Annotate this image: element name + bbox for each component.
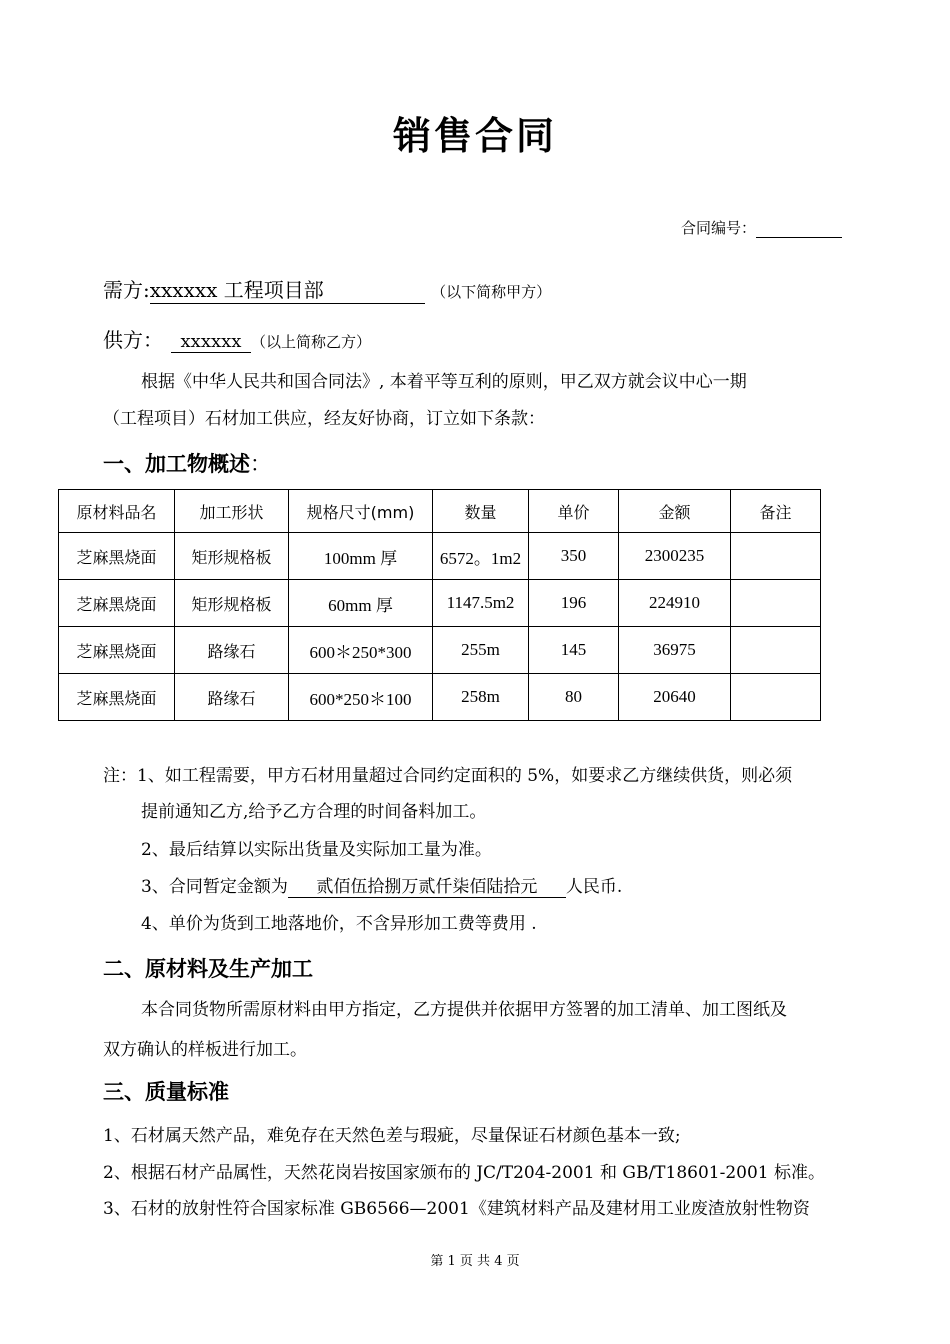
- note-2: 2、最后结算以实际出货量及实际加工量为准。: [141, 840, 492, 860]
- note-1-line-2: 提前通知乙方,给予乙方合理的时间备料加工。: [141, 802, 487, 822]
- section-1-heading: [103, 448, 271, 478]
- note-4: 4、单价为货到工地落地价，不含异形加工费等费用 .: [141, 914, 537, 934]
- header-cell: 加工形状: [175, 490, 289, 533]
- seller-note: （以上简称乙方）: [251, 333, 372, 351]
- section-1-colon: ：: [250, 452, 271, 476]
- cell-material: 芝麻黑烧面: [59, 580, 175, 627]
- cell-unit-price: 80: [529, 674, 619, 721]
- header-cell: 原材料品名: [59, 490, 175, 533]
- cell-shape: 矩形规格板: [175, 580, 289, 627]
- note-3: [141, 877, 622, 898]
- items-table: [58, 489, 821, 721]
- page-title: 销售合同: [392, 114, 557, 158]
- page-footer: 第 1 页 共 4 页: [430, 1254, 520, 1269]
- header-cell: 数量: [433, 490, 529, 533]
- header-cell: 单价: [529, 490, 619, 533]
- cell-spec: 60mm 厚: [289, 580, 433, 627]
- section-2-line-2: 双方确认的样板进行加工。: [103, 1040, 307, 1060]
- table-row: [59, 627, 821, 674]
- quality-item-2: 2、根据石材产品属性，天然花岗岩按国家颁布的 JC/T204-2001 和 GB/T18601-2001 标准。: [103, 1163, 826, 1183]
- table-row: [59, 533, 821, 580]
- cell-shape: 矩形规格板: [175, 533, 289, 580]
- section-2-line-1: 本合同货物所需原材料由甲方指定，乙方提供并依据甲方签署的加工清单、加工图纸及: [141, 1000, 787, 1020]
- cell-quantity: 6572。1m2: [433, 533, 529, 580]
- intro-line-1: 根据《中华人民共和国合同法》, 本着平等互利的原则，甲乙双方就会议中心一期: [141, 372, 747, 392]
- buyer-row: [103, 274, 551, 304]
- cell-amount: 2300235: [619, 533, 731, 580]
- cell-quantity: 1147.5m2: [433, 580, 529, 627]
- note-3-suffix: 人民币.: [565, 877, 623, 897]
- cell-unit-price: 145: [529, 627, 619, 674]
- table-header-row: [59, 490, 821, 533]
- table-row: [59, 674, 821, 721]
- cell-unit-price: 196: [529, 580, 619, 627]
- cell-material: 芝麻黑烧面: [59, 674, 175, 721]
- cell-spec: 600＊250*300: [289, 627, 433, 674]
- table-row: [59, 580, 821, 627]
- cell-spec: 100mm 厚: [289, 533, 433, 580]
- note-1-line-1: 注：1、如工程需要，甲方石材用量超过合同约定面积的 5%，如要求乙方继续供货，则必须: [103, 766, 793, 786]
- cell-shape: 路缘石: [175, 627, 289, 674]
- section-3-heading: 三、质量标准: [103, 1080, 229, 1104]
- header-cell: 备注: [731, 490, 821, 533]
- contract-number-row: [681, 217, 842, 238]
- section-1-title: 一、加工物概述: [103, 452, 250, 476]
- cell-shape: 路缘石: [175, 674, 289, 721]
- cell-material: 芝麻黑烧面: [59, 627, 175, 674]
- seller-row: [103, 324, 371, 353]
- contract-number-blank: [756, 219, 842, 238]
- cell-amount: 20640: [619, 674, 731, 721]
- cell-remark: [731, 533, 821, 580]
- cell-amount: 224910: [619, 580, 731, 627]
- cell-quantity: 255m: [433, 627, 529, 674]
- cell-remark: [731, 580, 821, 627]
- seller-value: xxxxxx: [171, 331, 251, 353]
- intro-line-2: （工程项目）石材加工供应，经友好协商，订立如下条款：: [103, 409, 545, 429]
- cell-quantity: 258m: [433, 674, 529, 721]
- header-cell: 规格尺寸(mm): [289, 490, 433, 533]
- cell-unit-price: 350: [529, 533, 619, 580]
- buyer-value: xxxxxx 工程项目部: [150, 274, 425, 304]
- contract-amount: 贰佰伍拾捌万贰仟柒佰陆拾元: [288, 877, 566, 898]
- header-cell: 金额: [619, 490, 731, 533]
- cell-amount: 36975: [619, 627, 731, 674]
- quality-item-3: 3、石材的放射性符合国家标准 GB6566—2001《建筑材料产品及建材用工业废渣放射性物资: [103, 1199, 810, 1219]
- buyer-label: 需方:: [103, 278, 150, 302]
- buyer-note: （以下简称甲方）: [431, 283, 552, 301]
- contract-number-label: 合同编号：: [681, 219, 757, 237]
- cell-spec: 600*250＊100: [289, 674, 433, 721]
- quality-item-1: 1、石材属天然产品，难免存在天然色差与瑕疵，尽量保证石材颜色基本一致;: [103, 1126, 681, 1146]
- cell-material: 芝麻黑烧面: [59, 533, 175, 580]
- cell-remark: [731, 674, 821, 721]
- note-3-prefix: 3、合同暂定金额为: [141, 877, 288, 897]
- cell-remark: [731, 627, 821, 674]
- seller-label: 供方：: [103, 328, 163, 352]
- section-2-heading: 二、原材料及生产加工: [103, 957, 313, 981]
